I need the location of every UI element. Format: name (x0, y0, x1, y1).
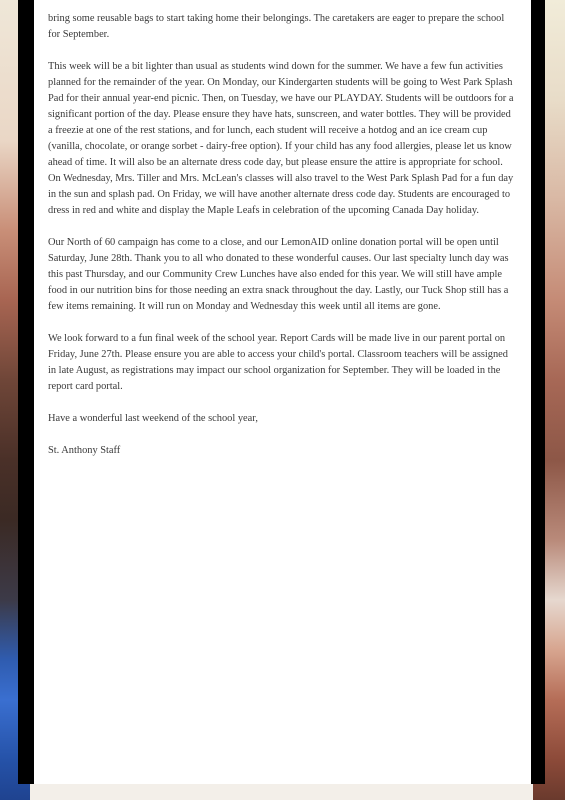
paragraph-closing: Have a wonderful last weekend of the school year, (48, 413, 258, 424)
paragraph-reusable-bags: bring some reusable bags to start taking home their belongings. The caretakers are eager to prepare the school for September. (48, 13, 505, 40)
paragraph-signature: St. Anthony Staff (48, 445, 121, 456)
paragraph-campaign-update: Our North of 60 campaign has come to a close, and our LemonAID online donation portal will be open until Saturday, June 28th. Thank you to all who donated to these wonderful causes. Our last specialty lunch day was this past Thursday, and our Community Crew Lunches have also ended for this year. We will still have ample food in our nutrition bins for those needing an extra snack throughout the day. Lastly, our Tuck Shop still has a few items remaining. It will run on Monday and Wednesday this week until all items are gone. (48, 237, 509, 312)
document-body (48, 11, 518, 475)
document-page (34, 0, 531, 784)
paragraph-week-activities: This week will be a bit lighter than usual as students wind down for the summer. We have a few fun activities planned for the remainder of the year. On Monday, our Kindergarten students will be going to West Park Splash Pad for their annual year-end picnic. Then, on Tuesday, we have our PLAYDAY. Students will be outdoors for a significant portion of the day. Please ensure they have hats, sunscreen, and water bottles. They will be provided a freezie at one of the rest stations, and for lunch, each student will receive a hotdog and an ice cream cup (vanilla, chocolate, or orange sorbet - dairy-free option). If your child has any food allergies, please let us know ahead of time. It will also be an alternate dress code day, but please ensure the attire is appropriate for school. On Wednesday, Mrs. Tiller and Mrs. McLean's classes will also travel to the West Park Splash Pad for a fun day in the sun and splash pad. On Friday, we will have another alternate dress code day. Students are encouraged to dress in red and white and display the Maple Leafs in celebration of the upcoming Canada Day holiday. (48, 61, 514, 216)
paragraph-report-cards: We look forward to a fun final week of the school year. Report Cards will be made live in our parent portal on Friday, June 27th. Please ensure you are able to access your child's portal. Classroom teachers will be assigned in late August, as registrations may impact our school organization for September. They will be loaded in the report card portal. (48, 333, 508, 392)
